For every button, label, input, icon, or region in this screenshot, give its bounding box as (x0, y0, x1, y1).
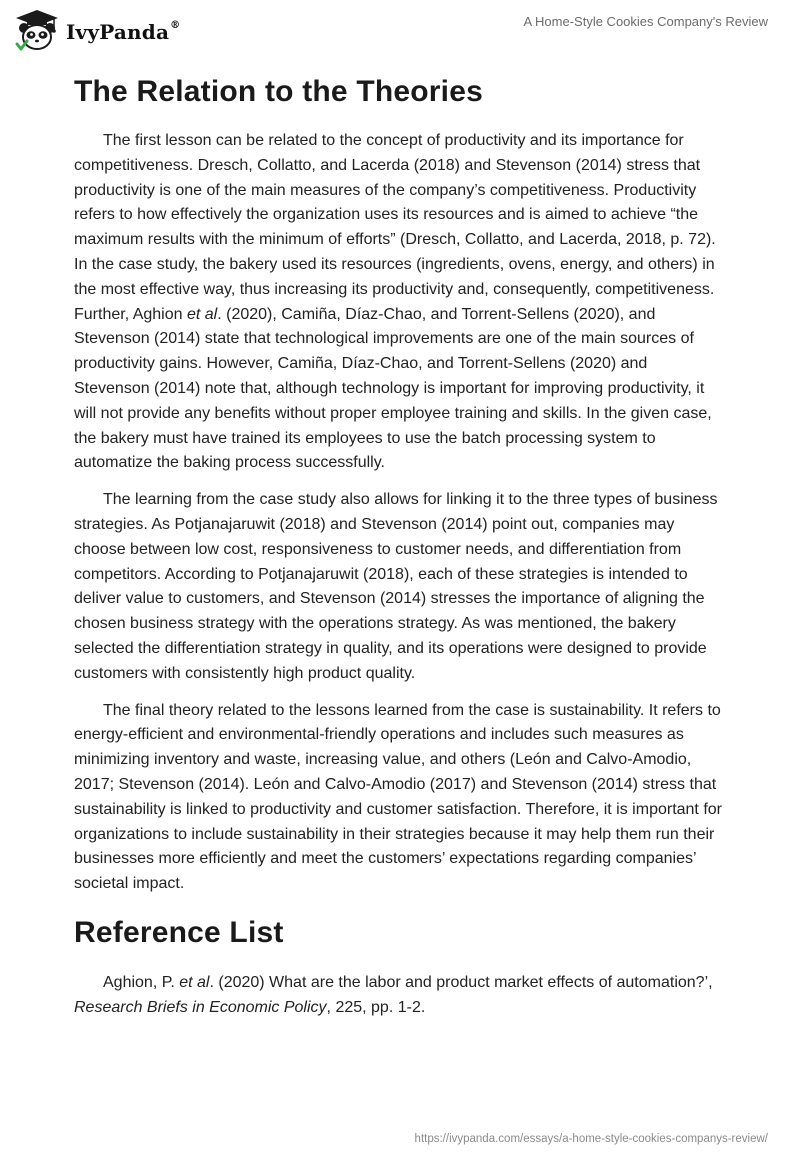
paragraph-sustainability: The final theory related to the lessons learned from the case is sustainability. It refers to energy-efficient and environmental-friendly operations and includes such measures as minimizing inventory and waste, increasing value, and others (León and Calvo-Amodio, 2017; Stevenson (2014). León and Calvo-Amodio (2017) and Stevenson (2014) stress that sustainability is linked to productivity and customer satisfaction. Therefore, it is important for organizations to include sustainability in their strategies because it may help them run their businesses more efficiently and meet the customers’ expectations regarding companies’ societal impact. (74, 701, 722, 893)
paragraph-productivity: The first lesson can be related to the concept of productivity and its importance for competitiveness. Dresch, Collatto, and Lacerda (2018) and Stevenson (2014) stress that productivity is one of the main measures of the company’s competitiveness. Productivity refers to how effectively the organization uses its resources and is aimed to achieve “the maximum results with the minimum of efforts” (Dresch, Collatto, and Lacerda, 2018, p. 72). In the case study, the bakery used its resources (ingredients, ovens, energy, and others) in the most effective way, thus increasing its productivity and, consequently, competitiveness. Further, Aghion et al. (2020), Camiña, Díaz-Chao, and Torrent-Sellens (2020), and Stevenson (2014) state that technological improvements are one of the main sources of productivity gains. However, Camiña, Díaz-Chao, and Torrent-Sellens (2020) and Stevenson (2014) note that, although technology is important for improving productivity, it will not provide any benefits without proper employee training and skills. In the given case, the bakery must have trained its employees to use the batch processing system to automatize the baking process successfully. (74, 132, 716, 472)
panda-graduate-icon (14, 8, 60, 54)
reference-entry: Aghion, P. et al. (2020) What are the labor and product market effects of automation?’, Research Briefs in Economic Policy, 225, pp. 1-2. (74, 973, 713, 1016)
footer-url-link[interactable]: https://ivypanda.com/essays/a-home-style-cookies-companys-review/ (414, 1133, 768, 1145)
section-heading-references: Reference List (74, 915, 284, 949)
section-heading-theories: The Relation to the Theories (74, 75, 483, 108)
ivypanda-logo[interactable] (14, 8, 180, 54)
essay-content (74, 72, 726, 1033)
page-header (0, 0, 800, 62)
logo-text: IvyPanda® (66, 20, 181, 44)
document-title: A Home-Style Cookies Company's Review (523, 14, 768, 29)
paragraph-business-strategies: The learning from the case study also allows for linking it to the three types of business strategies. As Potjanajaruwit (2018) and Stevenson (2014) point out, companies may choose between low cost, responsiveness to customer needs, and differentiation from competitors. According to Potjanajaruwit (2018), each of these strategies is intended to deliver value to customers, and Stevenson (2014) stresses the importance of aligning the chosen business strategy with the operations strategy. As was mentioned, the bakery selected the differentiation strategy in quality, and its operations were designed to provide customers with consistently high product quality. (74, 491, 718, 682)
